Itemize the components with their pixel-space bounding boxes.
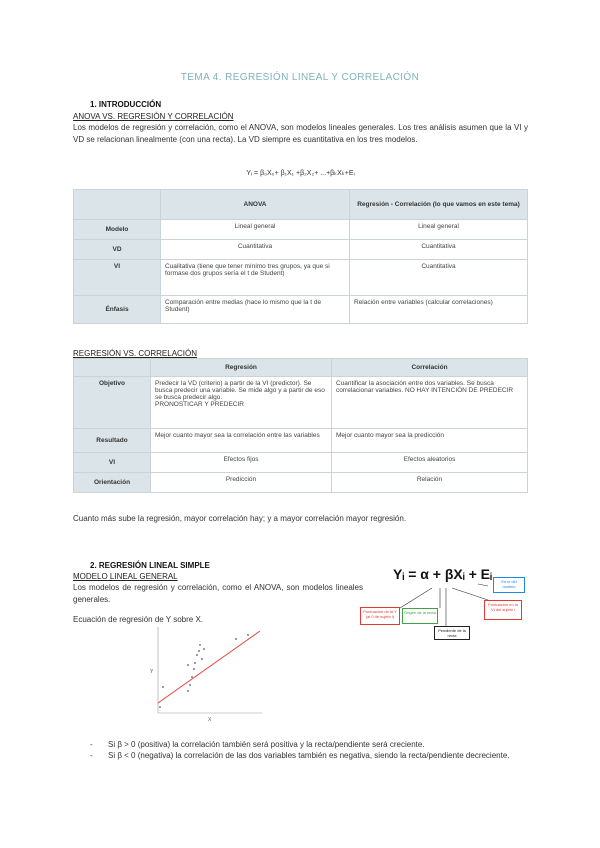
document-title: TEMA 4. REGRESIÓN LINEAL Y CORRELACIÓN xyxy=(180,72,420,83)
table1-cell: Lineal general xyxy=(350,220,528,240)
section-1-paragraph: Los modelos de regresión y correlación, como el ANOVA, son modelos lineales generales. Los tres análisis asumen que la VI y VD se relacionan linealmente (con una recta). La VD siempre es cuantitativa en los tres modelos. xyxy=(73,123,528,144)
scatter-point xyxy=(203,648,205,650)
table2-cell: Mejor cuanto mayor sea la predicción xyxy=(332,429,528,453)
arrow xyxy=(452,588,488,600)
table1-cell: Cualitativa (tiene que tener mínimo tres grupos, ya que si formase dos grupos sería el t de Student) xyxy=(161,260,350,296)
arrow xyxy=(400,588,432,608)
scatter-point xyxy=(162,686,164,688)
table1-row-label: Énfasis xyxy=(74,296,161,324)
equation-label: Ecuación de regresión de Y sobre X. xyxy=(73,615,204,624)
table1-cell: Lineal general xyxy=(161,220,350,240)
table2-cell: Efectos aleatorios xyxy=(332,453,528,473)
table2-cell: Cuantificar la asociación entre dos variables. Se busca correlacionar variables. NO HAY INTENCIÓN DE PREDECIR xyxy=(332,377,528,429)
scatter-point xyxy=(194,662,196,664)
scatter-point xyxy=(199,644,201,646)
y-axis-label: Y xyxy=(150,669,154,675)
table1-row-label: VD xyxy=(74,240,161,260)
scatter-point xyxy=(189,684,191,686)
bullet-marker: - xyxy=(90,751,93,760)
scatter-point xyxy=(201,658,203,660)
table2-header-regression: Regresión xyxy=(151,359,332,377)
regression-correlation-note: Cuanto más sube la regresión, mayor correlación hay; y a mayor correlación mayor regresión. xyxy=(73,514,407,523)
table1-cell: Cuantitativa xyxy=(161,240,350,260)
scatter-point xyxy=(193,668,195,670)
table1-cell: Relación entre variables (calcular correlaciones) xyxy=(350,296,528,324)
table1-header-anova: ANOVA xyxy=(161,190,350,220)
x-axis-label: X xyxy=(208,717,212,723)
table1-row-label: Modelo xyxy=(74,220,161,240)
table1-header-regression: Regresión - Correlación (lo que vamos en este tema) xyxy=(350,190,528,220)
table2-cell-emphasis: PRONOSTICAR Y PREDECIR xyxy=(155,401,244,408)
section-1-heading: 1. INTRODUCCIÓN xyxy=(90,100,162,109)
arrow xyxy=(478,584,488,586)
table2-cell xyxy=(151,377,332,429)
table1-row-label: VI xyxy=(74,260,161,296)
table2-row-label: VI xyxy=(74,453,151,473)
table1-cell: Cuantitativa xyxy=(350,240,528,260)
scatter-point xyxy=(196,654,198,656)
scatter-point xyxy=(187,664,189,666)
table2-cell: Predicción xyxy=(151,473,332,493)
section-2-heading: 2. REGRESIÓN LINEAL SIMPLE xyxy=(90,561,210,570)
regression-scatter-plot xyxy=(150,625,270,725)
regression-vs-correlation-table xyxy=(73,358,528,493)
note-intercept: Puntuación de la Y (al 0 de sujeto i) xyxy=(360,607,400,625)
note-error: Error del modelo xyxy=(493,577,525,593)
general-model-equation: Yᵢ = β₀X₀+ β₁X₁ +β₂X₂+ ...+βₖXₖ+Eᵢ xyxy=(246,170,355,177)
table1-cell: Comparación entre medias (hace lo mismo que la t de Student) xyxy=(161,296,350,324)
note-origin: Origen de la recta xyxy=(402,608,438,624)
section-2-paragraph: Los modelos de regresión y correlación, como el ANOVA, son modelos lineales generales. xyxy=(73,583,363,604)
section-2-subheading: MODELO LINEAL GENERAL xyxy=(73,572,178,581)
section-1-subheading: ANOVA VS. REGRESIÓN Y CORRELACIÓN xyxy=(73,112,234,121)
regression-formula: Yᵢ = α + βXᵢ + Eᵢ xyxy=(393,566,492,582)
table2-cell-text: Predecir la VD (criterio) a partir de la VI (predictor). Se busca predecir una variable. Se mide algo y a partir de eso se busca predecir algo. xyxy=(155,380,325,401)
regression-line xyxy=(158,631,260,703)
scatter-point xyxy=(247,634,249,636)
table2-row-label: Resultado xyxy=(74,429,151,453)
bullet-negative-beta: Si β < 0 (negativa) la correlación de las dos variables también es negativa, siendo la recta/pendiente decreciente. xyxy=(108,751,510,760)
anova-vs-regression-table xyxy=(73,189,528,324)
bullet-marker: - xyxy=(90,740,93,749)
table2-row-label: Objetivo xyxy=(74,377,151,429)
note-slope-score: Puntuación en la VI del sujeto i xyxy=(484,600,522,620)
table2-cell: Relación xyxy=(332,473,528,493)
table2-row-label: Orientación xyxy=(74,473,151,493)
regression-vs-correlation-subheading: REGRESIÓN VS. CORRELACIÓN xyxy=(73,349,198,358)
table1-cell: Cuantitativa xyxy=(350,260,528,296)
scatter-point xyxy=(191,676,193,678)
note-pendiente: Pendiente de la recta xyxy=(434,626,470,640)
table2-header-correlation: Correlación xyxy=(332,359,528,377)
table2-cell: Efectos fijos xyxy=(151,453,332,473)
scatter-point xyxy=(198,650,200,652)
table2-cell: Mejor cuanto mayor sea la correlación entre las variables xyxy=(151,429,332,453)
scatter-point xyxy=(235,638,237,640)
scatter-point xyxy=(187,690,189,692)
scatter-point xyxy=(159,706,161,708)
table1-corner xyxy=(74,190,161,220)
bullet-positive-beta: Si β > 0 (positiva) la correlación también será positiva y la recta/pendiente será creciente. xyxy=(108,740,425,749)
table2-corner xyxy=(74,359,151,377)
